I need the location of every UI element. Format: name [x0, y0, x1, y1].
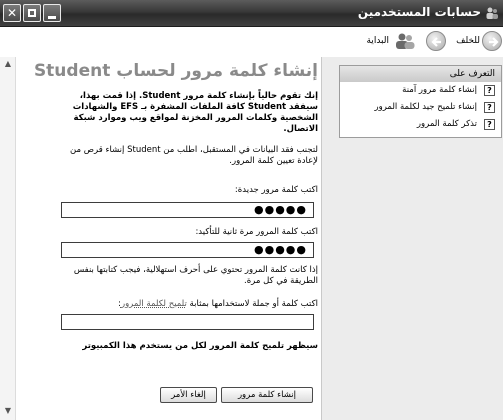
hint-label: [118, 299, 318, 309]
minimize-icon: [48, 16, 56, 19]
learn-item-label: إنشاء كلمة مرور آمنة: [402, 85, 477, 95]
caps-warning: إذا كانت كلمة المرور تحتوي على أحرف استهلالية، فيجب كتابتها بنفس الطريقة في كل مرة.: [73, 265, 318, 286]
hint-label-suffix: :: [118, 299, 121, 309]
learn-item-good-hint[interactable]: [340, 99, 501, 116]
main-panel: [0, 57, 321, 420]
arrow-left-icon: [427, 32, 447, 52]
window-title: حسابات المستخدمين: [357, 5, 481, 19]
scroll-up-icon[interactable]: ▲: [4, 59, 12, 68]
navigation-bar: [0, 27, 503, 57]
learn-about-header: التعرف على: [340, 66, 501, 82]
title-bar: [0, 0, 503, 27]
intro-text: إنك تقوم حالياً بإنشاء كلمة مرور Student. إذا قمت بهذا، سيفقد Student كافة الملفات المشفرة بـ EFS والشهادات الشخصية وكلمات المرور المخزنة لمواقع ويب وموارد شبكة الاتصال.: [72, 91, 318, 134]
learn-item-label: إنشاء تلميح جيد لكلمة المرور: [374, 102, 477, 112]
home-users-icon[interactable]: [394, 32, 416, 50]
create-password-button[interactable]: إنشاء كلمة مرور: [221, 387, 313, 403]
learn-item-label: تذكر كلمة المرور: [416, 119, 477, 129]
close-icon: ✕: [6, 6, 18, 20]
side-pane: [321, 57, 503, 420]
help-icon: ?: [484, 102, 495, 113]
forward-button[interactable]: [426, 31, 446, 51]
learn-item-remember-password[interactable]: [340, 116, 501, 133]
cancel-button[interactable]: إلغاء الأمر: [160, 387, 217, 403]
scroll-down-icon[interactable]: ▼: [4, 406, 12, 415]
home-label[interactable]: البداية: [366, 36, 389, 46]
maximize-button[interactable]: [23, 4, 41, 22]
minimize-button[interactable]: [43, 4, 61, 22]
confirm-password-field[interactable]: ●●●●●: [61, 242, 314, 258]
users-icon: [485, 6, 499, 20]
arrow-right-icon: [483, 32, 503, 52]
learn-about-box: [339, 65, 502, 138]
learn-item-secure-password[interactable]: [340, 82, 501, 99]
new-password-label: اكتب كلمة مرور جديدة:: [234, 185, 318, 195]
hint-link[interactable]: تلميح لكلمة المرور: [120, 299, 187, 309]
close-button[interactable]: [3, 4, 21, 22]
new-password-field[interactable]: ●●●●●: [61, 202, 314, 218]
back-button[interactable]: [482, 31, 502, 51]
page-title: إنشاء كلمة مرور لحساب Student: [33, 61, 318, 81]
help-icon: ?: [484, 85, 495, 96]
password-hint-field[interactable]: [61, 314, 314, 330]
back-label[interactable]: للخلف: [456, 36, 480, 46]
hint-visibility-note: سيظهر تلميح كلمة المرور لكل من يستخدم هذا الكمبيوتر: [82, 341, 318, 351]
reset-disk-note: لتجنب فقد البيانات في المستقبل، اطلب من Student إنشاء قرص من لإعادة تعيين كلمة المرور.: [70, 145, 318, 166]
help-icon: ?: [484, 119, 495, 130]
hint-label-prefix: اكتب كلمة أو جملة لاستخدامها بمثابة: [186, 299, 318, 309]
confirm-password-label: اكتب كلمة المرور مرة ثانية للتأكيد:: [195, 227, 318, 237]
scrollbar[interactable]: [0, 57, 16, 420]
maximize-icon: [28, 9, 36, 17]
